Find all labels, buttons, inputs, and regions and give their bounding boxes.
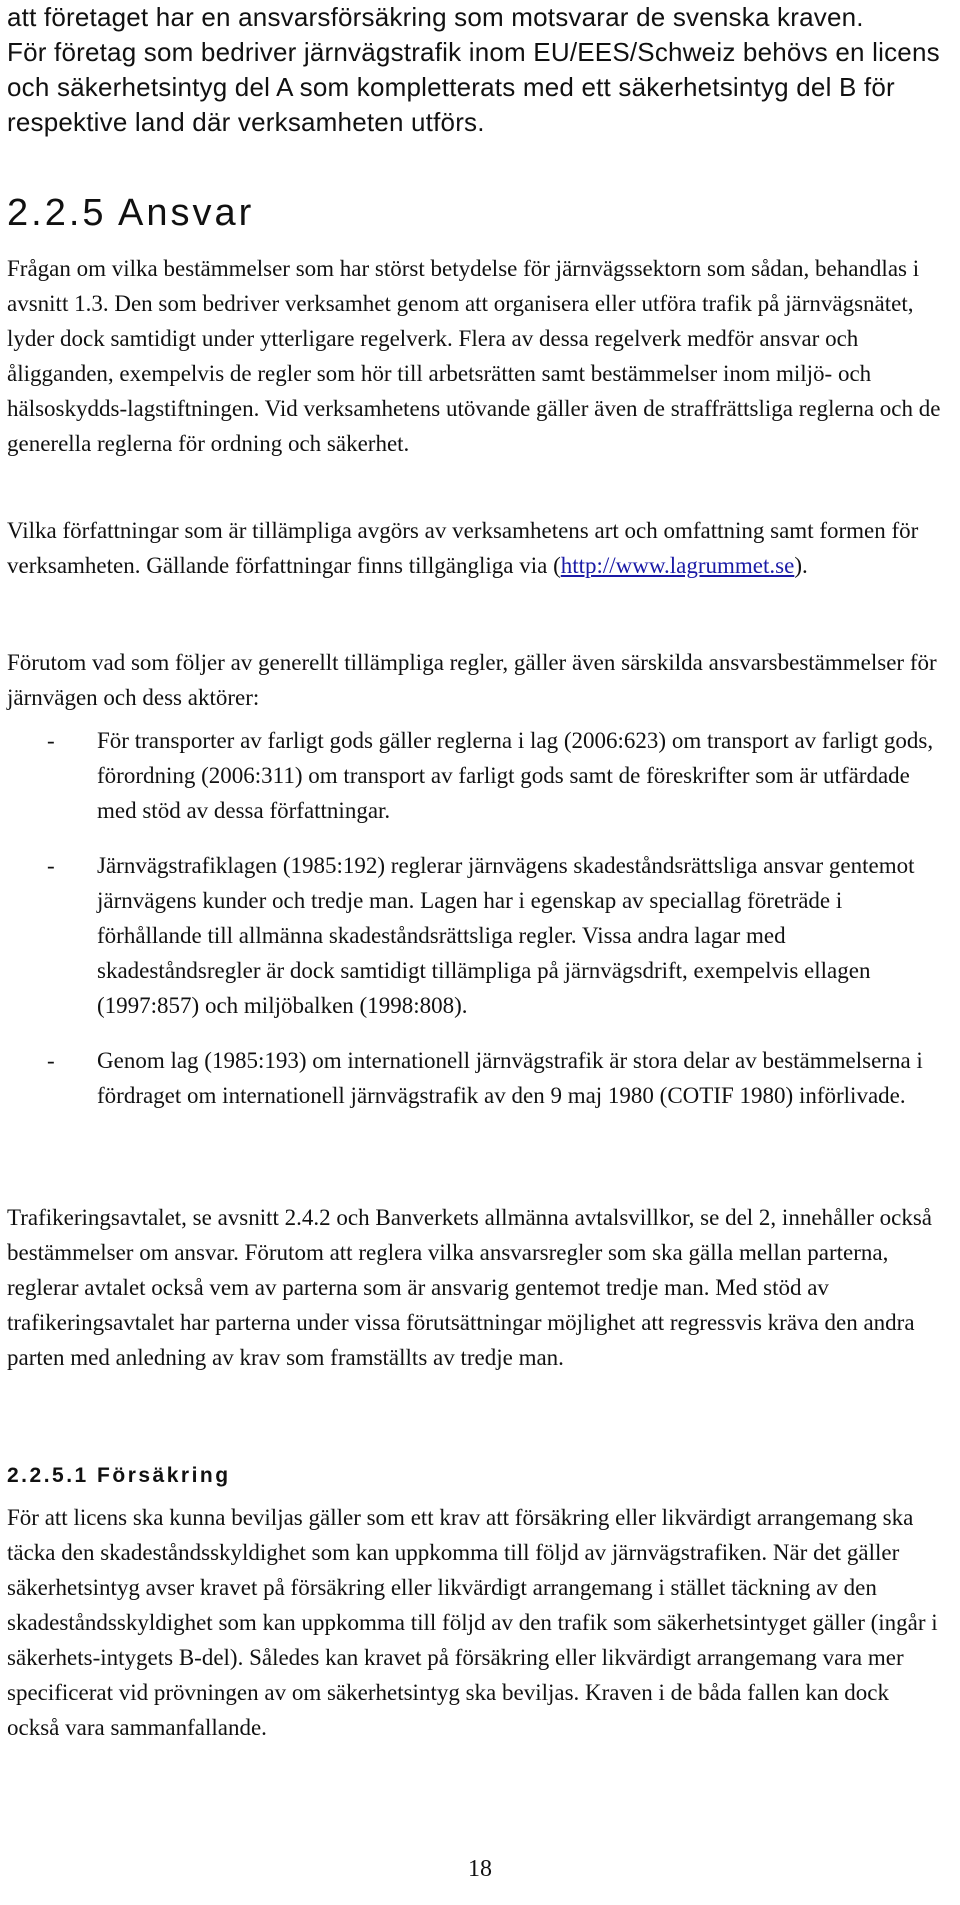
section-paragraph-1-block bbox=[7, 251, 947, 461]
subsection-paragraph-block bbox=[7, 1500, 947, 1745]
section-paragraph-3-block bbox=[7, 645, 947, 715]
lagrummet-link[interactable]: http://www.lagrummet.se bbox=[560, 553, 795, 578]
dash-bullet: - bbox=[47, 728, 55, 753]
section-paragraph-3: Förutom vad som följer av generellt tillämpliga regler, gäller även särskilda ansvarsbestämmelser för järnvägen och dess aktörer: bbox=[7, 650, 937, 710]
section-paragraph-2-block bbox=[7, 513, 947, 583]
paragraph-2-text: Vilka författningar som är tillämpliga avgörs av verksamhetens art och omfattning samt formen för verksamheten. Gällande författningar finns tillgängliga via ( bbox=[7, 518, 919, 578]
list-item-text: Järnvägstrafiklagen (1985:192) reglerar järnvägens skadeståndsrättsliga ansvar gentemot järnvägens kunder och tredje man. Lagen har i egenskap av speciallag företräde i förhållande till allmänna skadeståndsrättsliga regler. Vissa andra lagar med skadeståndsregler är dock samtidigt tillämpliga på järnvägsdrift, exempelvis ellagen (1997:857) och miljöbalken (1998:808). bbox=[97, 853, 915, 1018]
list-item bbox=[7, 723, 947, 828]
subsection-heading: 2.2.5.1 Försäkring bbox=[7, 1464, 231, 1487]
list-item-text: För transporter av farligt gods gäller reglerna i lag (2006:623) om transport av farligt gods, förordning (2006:311) om transport av farligt gods samt de föreskrifter som är utfärdade med stöd av dessa författningar. bbox=[97, 728, 934, 823]
paragraph-2-tail: ). bbox=[794, 553, 808, 578]
section-paragraph-4: Trafikeringsavtalet, se avsnitt 2.4.2 och Banverkets allmänna avtalsvillkor, se del 2, innehåller också bestämmelser om ansvar. Förutom att reglera vilka ansvarsregler som ska gälla mellan parterna, reglerar avtalet också vem av parterna som är ansvarig gentemot tredje man. Med stöd av trafikeringsavtalet har parterna under vissa förutsättningar möjlighet att regressvis kräva den andra parten med anledning av krav som framställts av tredje man. bbox=[7, 1205, 933, 1370]
section-paragraph-4-block bbox=[7, 1200, 947, 1375]
list-item bbox=[7, 1043, 947, 1113]
subsection-paragraph: För att licens ska kunna beviljas gäller som ett krav att försäkring eller likvärdigt arrangemang ska täcka den skadeståndsskyldighet som kan uppkomma till följd av järnvägstrafiken. När det gäller säkerhetsintyg avser kravet på försäkring eller likvärdigt arrangemang i stället täckning av den skadeståndsskyldighet som kan uppkomma till följd av den trafik som säkerhetsintyget gäller (ingår i säkerhets-intygets B-del). Således kan kravet på försäkring eller likvärdigt arrangemang vara mer specificerat vid prövningen av om säkerhetsintyg ska beviljas. Kraven i de båda fallen kan dock också vara sammanfallande. bbox=[7, 1505, 938, 1740]
dash-bullet: - bbox=[47, 1048, 55, 1073]
intro-line-1: att företaget har en ansvarsförsäkring som motsvarar de svenska kraven. bbox=[7, 2, 864, 32]
list-item-text: Genom lag (1985:193) om internationell järnvägstrafik är stora delar av bestämmelserna i fördraget om internationell järnvägstrafik av den 9 maj 1980 (COTIF 1980) införlivade. bbox=[97, 1048, 923, 1108]
dash-bullet: - bbox=[47, 853, 55, 878]
section-paragraph-2 bbox=[7, 513, 947, 583]
intro-line-2: För företag som bedriver järnvägstrafik inom EU/EES/Schweiz behövs en licens och säkerhetsintyg del A som kompletterats med ett säkerhetsintyg del B för respektive land där verksamheten utförs. bbox=[7, 37, 940, 137]
list-item bbox=[7, 848, 947, 1023]
regulation-list bbox=[7, 723, 947, 1133]
intro-text bbox=[7, 0, 947, 140]
section-heading: 2.2.5 Ansvar bbox=[7, 192, 255, 234]
page-number: 18 bbox=[468, 1856, 492, 1882]
section-paragraph-1: Frågan om vilka bestämmelser som har störst betydelse för järnvägssektorn som sådan, behandlas i avsnitt 1.3. Den som bedriver verksamhet genom att organisera eller utföra trafik på järnvägsnätet, lyder dock samtidigt under ytterligare regelverk. Flera av dessa regelverk medför ansvar och åligganden, exempelvis de regler som hör till arbetsrätten samt bestämmelser inom miljö- och hälsoskydds-lagstiftningen. Vid verksamhetens utövande gäller även de straffrättsliga reglerna och de generella reglerna för ordning och säkerhet. bbox=[7, 256, 941, 456]
